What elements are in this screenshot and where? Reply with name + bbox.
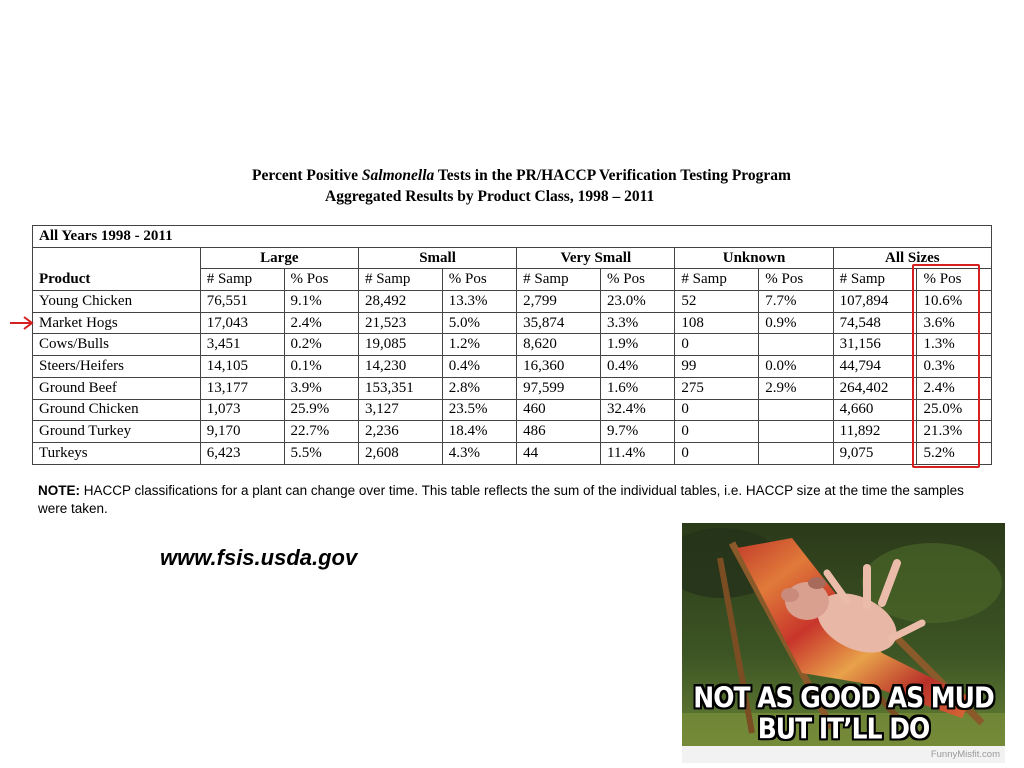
- salmonella-results-table: [32, 225, 992, 465]
- percent-positive-cell: [759, 442, 833, 464]
- percent-positive-cell: 0.3%: [917, 356, 992, 378]
- period-label: All Years 1998 - 2011: [33, 226, 992, 248]
- sample-count-cell: 31,156: [833, 334, 917, 356]
- samp-header: # Samp: [833, 269, 917, 291]
- sample-count-cell: 99: [675, 356, 759, 378]
- image-credit: FunnyMisfit.com: [682, 746, 1005, 763]
- sample-count-cell: 35,874: [517, 312, 601, 334]
- samp-header: # Samp: [517, 269, 601, 291]
- percent-positive-cell: 3.6%: [917, 312, 992, 334]
- sample-count-cell: 0: [675, 421, 759, 443]
- percent-positive-cell: 2.4%: [284, 312, 358, 334]
- title-suffix: Tests in the PR/HACCP Verification Testing Program: [434, 167, 791, 184]
- period-row: [33, 226, 992, 248]
- sample-count-cell: 76,551: [200, 291, 284, 313]
- percent-positive-cell: 9.1%: [284, 291, 358, 313]
- sample-count-cell: 2,608: [358, 442, 442, 464]
- product-name-cell: Ground Beef: [33, 377, 201, 399]
- percent-positive-cell: 0.4%: [442, 356, 516, 378]
- note-label: NOTE:: [38, 483, 80, 498]
- sample-count-cell: 9,170: [200, 421, 284, 443]
- percent-positive-cell: [759, 399, 833, 421]
- pos-header: % Pos: [917, 269, 992, 291]
- group-header-all-sizes: All Sizes: [833, 247, 991, 269]
- sample-count-cell: 52: [675, 291, 759, 313]
- table-row: [33, 442, 992, 464]
- sample-count-cell: 11,892: [833, 421, 917, 443]
- meme-caption-line-2: BUT IT’LL DO: [757, 711, 930, 746]
- percent-positive-cell: 1.3%: [917, 334, 992, 356]
- product-name-cell: Turkeys: [33, 442, 201, 464]
- percent-positive-cell: 5.2%: [917, 442, 992, 464]
- percent-positive-cell: 5.5%: [284, 442, 358, 464]
- percent-positive-cell: 25.9%: [284, 399, 358, 421]
- percent-positive-cell: 2.9%: [759, 377, 833, 399]
- sample-count-cell: 6,423: [200, 442, 284, 464]
- right-arrow-icon: [9, 314, 35, 332]
- sample-count-cell: 108: [675, 312, 759, 334]
- group-header-row: [33, 247, 992, 269]
- sample-count-cell: 74,548: [833, 312, 917, 334]
- sub-header-row: [33, 269, 992, 291]
- sample-count-cell: 13,177: [200, 377, 284, 399]
- sample-count-cell: 9,075: [833, 442, 917, 464]
- percent-positive-cell: 0.0%: [759, 356, 833, 378]
- percent-positive-cell: 0.1%: [284, 356, 358, 378]
- percent-positive-cell: 10.6%: [917, 291, 992, 313]
- sample-count-cell: 3,451: [200, 334, 284, 356]
- all-sizes-pos-highlight-box: [912, 264, 980, 468]
- percent-positive-cell: 9.7%: [601, 421, 675, 443]
- percent-positive-cell: 3.3%: [601, 312, 675, 334]
- sample-count-cell: 44,794: [833, 356, 917, 378]
- percent-positive-cell: 1.9%: [601, 334, 675, 356]
- note-text: HACCP classifications for a plant can change over time. This table reflects the sum of the individual tables, i.e. HACCP size at the time the samples were taken.: [38, 483, 964, 516]
- sample-count-cell: 486: [517, 421, 601, 443]
- percent-positive-cell: 0.9%: [759, 312, 833, 334]
- table-row: [33, 356, 992, 378]
- pos-header: % Pos: [759, 269, 833, 291]
- samp-header: # Samp: [675, 269, 759, 291]
- sample-count-cell: 460: [517, 399, 601, 421]
- percent-positive-cell: 7.7%: [759, 291, 833, 313]
- percent-positive-cell: 25.0%: [917, 399, 992, 421]
- title-line-2: Aggregated Results by Product Class, 1998 – 2011: [325, 188, 655, 205]
- sample-count-cell: 14,230: [358, 356, 442, 378]
- product-name-cell: Young Chicken: [33, 291, 201, 313]
- sample-count-cell: 107,894: [833, 291, 917, 313]
- percent-positive-cell: 23.5%: [442, 399, 516, 421]
- percent-positive-cell: 0.4%: [601, 356, 675, 378]
- product-name-cell: Ground Chicken: [33, 399, 201, 421]
- product-name-cell: Cows/Bulls: [33, 334, 201, 356]
- sample-count-cell: 1,073: [200, 399, 284, 421]
- group-header-large: Large: [200, 247, 358, 269]
- percent-positive-cell: 5.0%: [442, 312, 516, 334]
- sample-count-cell: 8,620: [517, 334, 601, 356]
- meme-image: [682, 523, 1005, 763]
- sample-count-cell: 97,599: [517, 377, 601, 399]
- samp-header: # Samp: [200, 269, 284, 291]
- table-row: [33, 334, 992, 356]
- table-row: [33, 291, 992, 313]
- title-italic-organism: Salmonella: [361, 167, 435, 184]
- empty-header-cell: [33, 247, 201, 269]
- sample-count-cell: 0: [675, 334, 759, 356]
- source-website: www.fsis.usda.gov: [160, 545, 358, 570]
- table-row: [33, 421, 992, 443]
- sample-count-cell: 14,105: [200, 356, 284, 378]
- pos-header: % Pos: [284, 269, 358, 291]
- sample-count-cell: 2,236: [358, 421, 442, 443]
- pos-header: % Pos: [442, 269, 516, 291]
- sample-count-cell: 0: [675, 442, 759, 464]
- sample-count-cell: 4,660: [833, 399, 917, 421]
- sample-count-cell: 28,492: [358, 291, 442, 313]
- samp-header: # Samp: [358, 269, 442, 291]
- percent-positive-cell: 2.4%: [917, 377, 992, 399]
- sample-count-cell: 44: [517, 442, 601, 464]
- sample-count-cell: 3,127: [358, 399, 442, 421]
- product-name-cell: Steers/Heifers: [33, 356, 201, 378]
- percent-positive-cell: 4.3%: [442, 442, 516, 464]
- table-row: [33, 377, 992, 399]
- product-name-cell: Ground Turkey: [33, 421, 201, 443]
- percent-positive-cell: [759, 421, 833, 443]
- percent-positive-cell: 22.7%: [284, 421, 358, 443]
- sample-count-cell: 275: [675, 377, 759, 399]
- title-prefix: Percent Positive: [252, 167, 362, 184]
- title-line-1: [252, 165, 892, 186]
- percent-positive-cell: 11.4%: [601, 442, 675, 464]
- product-name-cell: Market Hogs: [33, 312, 201, 334]
- table-title: [252, 165, 892, 207]
- table-row: [33, 312, 992, 334]
- sample-count-cell: 17,043: [200, 312, 284, 334]
- percent-positive-cell: 13.3%: [442, 291, 516, 313]
- percent-positive-cell: 21.3%: [917, 421, 992, 443]
- percent-positive-cell: 1.2%: [442, 334, 516, 356]
- meme-caption-line-1: NOT AS GOOD AS MUD: [693, 680, 994, 715]
- sample-count-cell: 21,523: [358, 312, 442, 334]
- sample-count-cell: 0: [675, 399, 759, 421]
- percent-positive-cell: 23.0%: [601, 291, 675, 313]
- percent-positive-cell: [759, 334, 833, 356]
- sample-count-cell: 264,402: [833, 377, 917, 399]
- sample-count-cell: 19,085: [358, 334, 442, 356]
- sample-count-cell: 153,351: [358, 377, 442, 399]
- sample-count-cell: 2,799: [517, 291, 601, 313]
- group-header-unknown: Unknown: [675, 247, 833, 269]
- percent-positive-cell: 3.9%: [284, 377, 358, 399]
- percent-positive-cell: 1.6%: [601, 377, 675, 399]
- table-note: [38, 482, 978, 518]
- pos-header: % Pos: [601, 269, 675, 291]
- table-row: [33, 399, 992, 421]
- percent-positive-cell: 18.4%: [442, 421, 516, 443]
- percent-positive-cell: 32.4%: [601, 399, 675, 421]
- percent-positive-cell: 2.8%: [442, 377, 516, 399]
- sample-count-cell: 16,360: [517, 356, 601, 378]
- percent-positive-cell: 0.2%: [284, 334, 358, 356]
- group-header-very-small: Very Small: [517, 247, 675, 269]
- product-header: Product: [33, 269, 201, 291]
- group-header-small: Small: [358, 247, 516, 269]
